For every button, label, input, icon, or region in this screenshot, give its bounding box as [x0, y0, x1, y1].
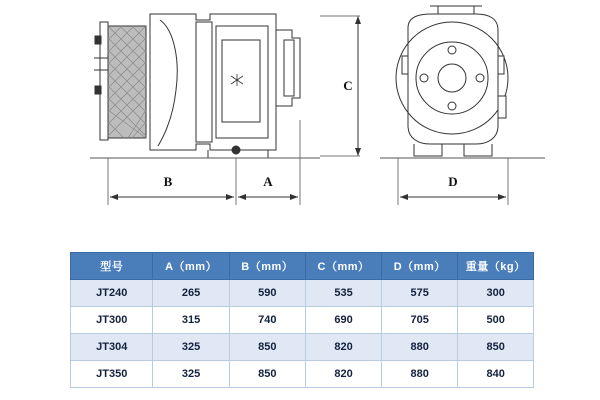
cell-a: 325: [153, 361, 229, 388]
drain-plug: [232, 146, 240, 154]
cell-b: 850: [229, 334, 305, 361]
cell-d: 880: [382, 334, 458, 361]
header-d: D（mm）: [382, 253, 458, 280]
cell-model: JT300: [71, 307, 153, 334]
side-elevation-view: [90, 14, 361, 205]
cell-model: JT350: [71, 361, 153, 388]
header-b: B（mm）: [229, 253, 305, 280]
header-a: A（mm）: [153, 253, 229, 280]
table-row: [71, 280, 534, 307]
bracket-tab-upper: [95, 36, 101, 44]
bracket-tab-lower: [95, 86, 101, 94]
outlet-flange: [284, 40, 294, 96]
top-inlet-neck: [438, 6, 474, 14]
dimension-d-label: D: [448, 174, 458, 189]
cell-weight: 840: [458, 361, 534, 388]
cell-weight: 300: [458, 280, 534, 307]
cell-b: 590: [229, 280, 305, 307]
cell-model: JT240: [71, 280, 153, 307]
cell-d: 705: [382, 307, 458, 334]
volute-inner-curve: [158, 20, 177, 146]
table-header-row: [71, 253, 534, 280]
foot-right: [464, 144, 492, 156]
dimension-b-label: B: [163, 174, 173, 189]
cell-c: 820: [305, 334, 381, 361]
bolt-hole-right: [476, 74, 484, 82]
blower-casing-outline: [150, 14, 276, 150]
cell-c: 820: [305, 361, 381, 388]
table-row: [71, 361, 534, 388]
header-model: 型号: [71, 253, 153, 280]
bolt-hole-left: [420, 74, 428, 82]
motor-body: [196, 22, 212, 142]
cell-c: 690: [305, 307, 381, 334]
bolt-hole-top: [448, 46, 456, 54]
dimension-c-label: C: [343, 78, 353, 93]
cell-c: 535: [305, 280, 381, 307]
header-weight: 重量（kg）: [458, 253, 534, 280]
cell-a: 315: [153, 307, 229, 334]
bolt-hole-bottom: [448, 102, 456, 110]
front-elevation-view: [380, 6, 545, 205]
cell-d: 575: [382, 280, 458, 307]
casing-circle-mid: [416, 42, 488, 114]
side-outlet-right: [498, 96, 506, 118]
casing-circle-outer: [396, 22, 508, 134]
foot-left: [414, 144, 442, 156]
cell-weight: 500: [458, 307, 534, 334]
header-c: C（mm）: [305, 253, 381, 280]
specification-table: [70, 252, 534, 388]
dimension-c: [320, 16, 361, 156]
side-lug-right: [498, 56, 504, 74]
cell-a: 265: [153, 280, 229, 307]
dimension-a-label: A: [263, 174, 273, 189]
table-row: [71, 334, 534, 361]
dimension-b: [110, 174, 234, 200]
cell-weight: 850: [458, 334, 534, 361]
shaft-circle: [438, 64, 466, 92]
cell-b: 740: [229, 307, 305, 334]
side-lug-left: [402, 56, 408, 74]
cell-a: 325: [153, 334, 229, 361]
cell-model: JT304: [71, 334, 153, 361]
dimension-d: [398, 158, 508, 205]
cell-d: 880: [382, 361, 458, 388]
specification-table-container: [70, 252, 534, 388]
dimension-a: [238, 174, 298, 200]
cell-b: 850: [229, 361, 305, 388]
impeller-symbol: [231, 74, 243, 86]
table-row: [71, 307, 534, 334]
motor-housing-inner: [222, 40, 260, 122]
